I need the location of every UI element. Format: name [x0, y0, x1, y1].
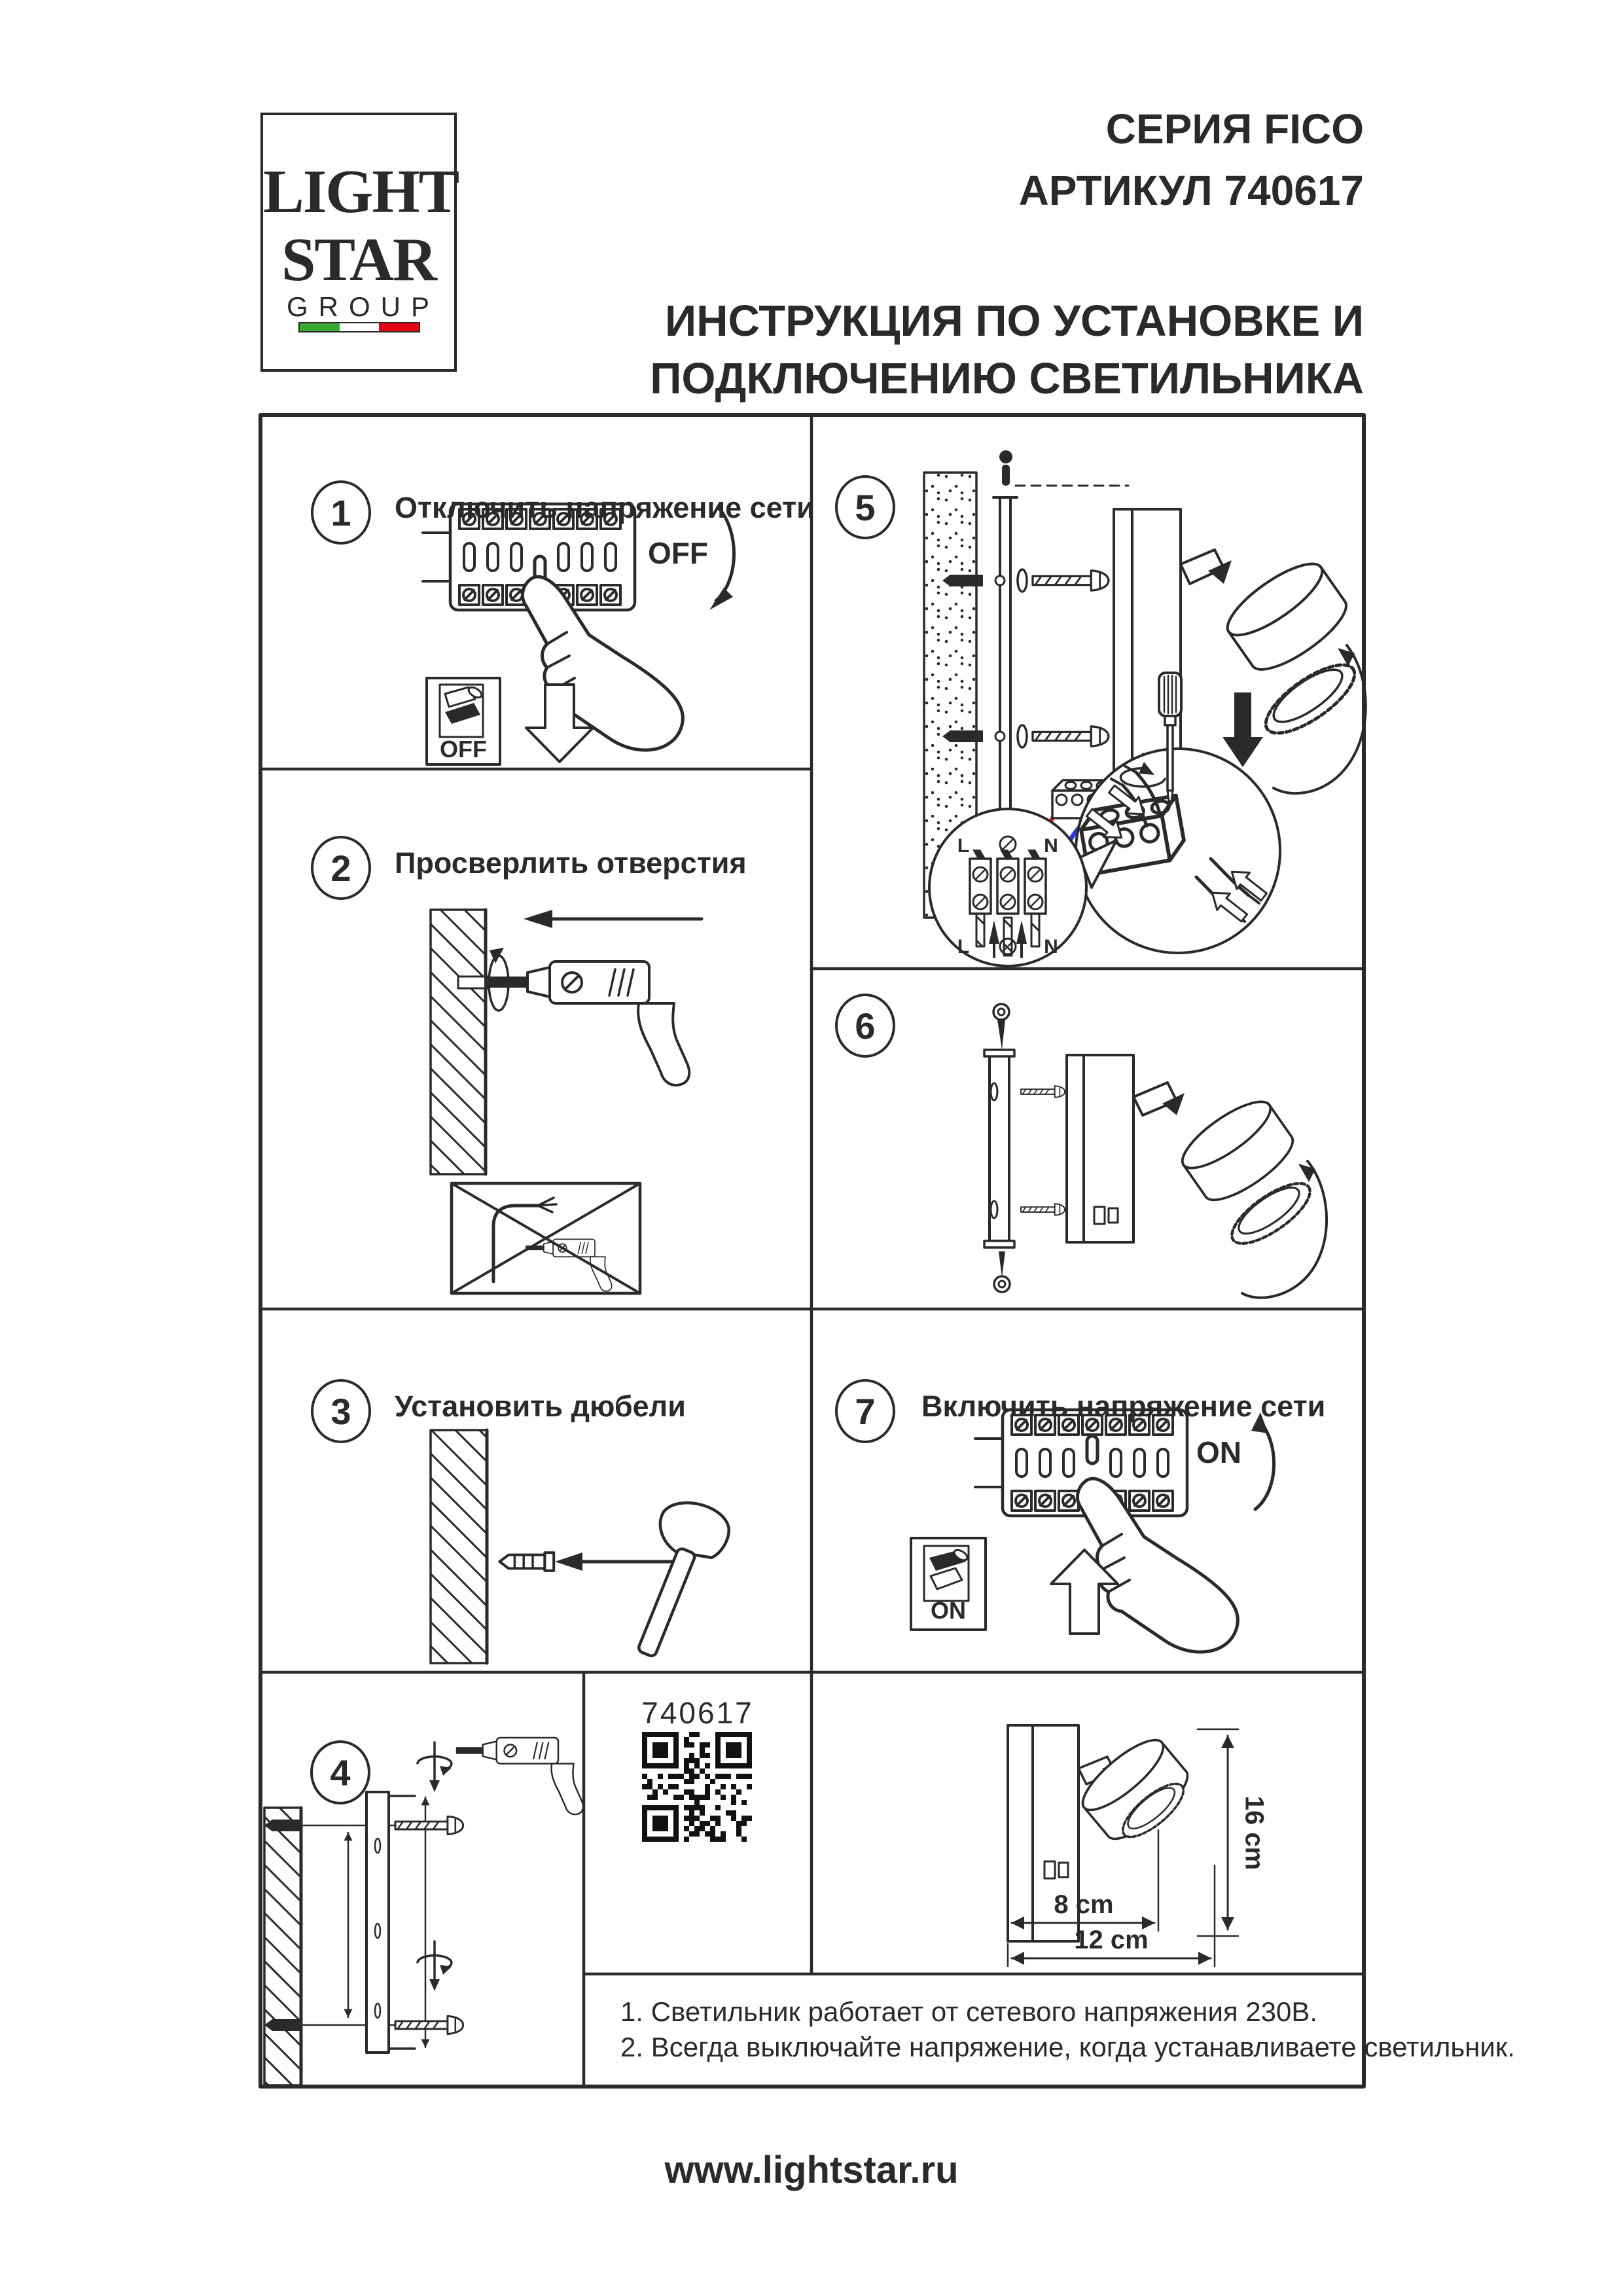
step-1-number [311, 480, 371, 545]
rocker-off-label: OFF [440, 736, 487, 762]
note-line-2: 2. Всегда выключайте напряжение, когда устанавливаете светильник. [620, 2032, 1515, 2062]
step-2-label: Просверлить отверстия [395, 846, 747, 880]
step-4-cell [260, 1672, 584, 2087]
step-1-label: Отключить напряжение сети [395, 491, 815, 524]
step-5-number [835, 475, 895, 539]
step-2-cell [260, 769, 812, 1309]
logo-word-star: STAR [281, 226, 436, 294]
breaker-off-label: OFF [648, 536, 708, 570]
step-1-number-text: 1 [330, 492, 351, 533]
step-3-cell [260, 1309, 812, 1672]
rocker-on-label: ON [931, 1597, 966, 1624]
step-7-cell [812, 1309, 1364, 1672]
note-line-1: 1. Светильник работает от сетевого напряжения 230В. [620, 1996, 1318, 2027]
step-3-number-text: 3 [330, 1390, 351, 1432]
dimension-height-label: 16 cm [1240, 1795, 1269, 1871]
dimension-width-label: 12 cm [1074, 1926, 1149, 1954]
flag-green [300, 323, 340, 331]
italian-flag-bar [298, 322, 420, 332]
step-3-number [311, 1379, 371, 1443]
website-url: www.lightstar.ru [664, 2149, 959, 2191]
flag-white [340, 323, 380, 331]
terminal-label-live-bottom: L [957, 936, 970, 958]
terminal-label-neutral-bottom: N [1044, 936, 1058, 958]
terminal-label-neutral-top: N [1044, 835, 1058, 857]
step-6-number [835, 994, 895, 1058]
article-number: АРТИКУЛ 740617 [1018, 167, 1364, 214]
terminal-label-live-top: L [957, 835, 970, 857]
instruction-title-line2: ПОДКЛЮЧЕНИЮ СВЕТИЛЬНИКА [650, 354, 1364, 403]
step-5-number-text: 5 [855, 486, 876, 528]
instruction-title-line1: ИНСТРУКЦИЯ ПО УСТАНОВКЕ И [664, 296, 1364, 346]
step-7-number [835, 1379, 895, 1443]
qr-article-number: 740617 [641, 1696, 754, 1730]
step-6-number-text: 6 [855, 1005, 876, 1047]
step-3-label: Установить дюбели [395, 1390, 686, 1423]
logo-word-group: GROUP [286, 291, 440, 322]
lightstar-logo [260, 113, 457, 372]
step-4-number-text: 4 [330, 1751, 351, 1793]
series-title: СЕРИЯ FICO [1105, 105, 1364, 152]
step-2-number-text: 2 [330, 847, 351, 889]
qr-code [642, 1732, 752, 1842]
dimension-depth-label: 8 cm [1054, 1890, 1114, 1919]
step-6-cell [812, 969, 1364, 1309]
logo-word-light: LIGHT [263, 158, 459, 226]
step-4-number [310, 1740, 370, 1804]
step-5-cell [812, 415, 1364, 969]
step-7-label: Включить напряжение сети [921, 1390, 1326, 1423]
flag-red [379, 323, 419, 331]
breaker-on-label: ON [1196, 1435, 1241, 1469]
step-2-number [311, 836, 371, 900]
notes-cell [584, 1974, 1515, 2087]
step-1-cell [260, 415, 815, 769]
step-7-number-text: 7 [855, 1390, 876, 1432]
